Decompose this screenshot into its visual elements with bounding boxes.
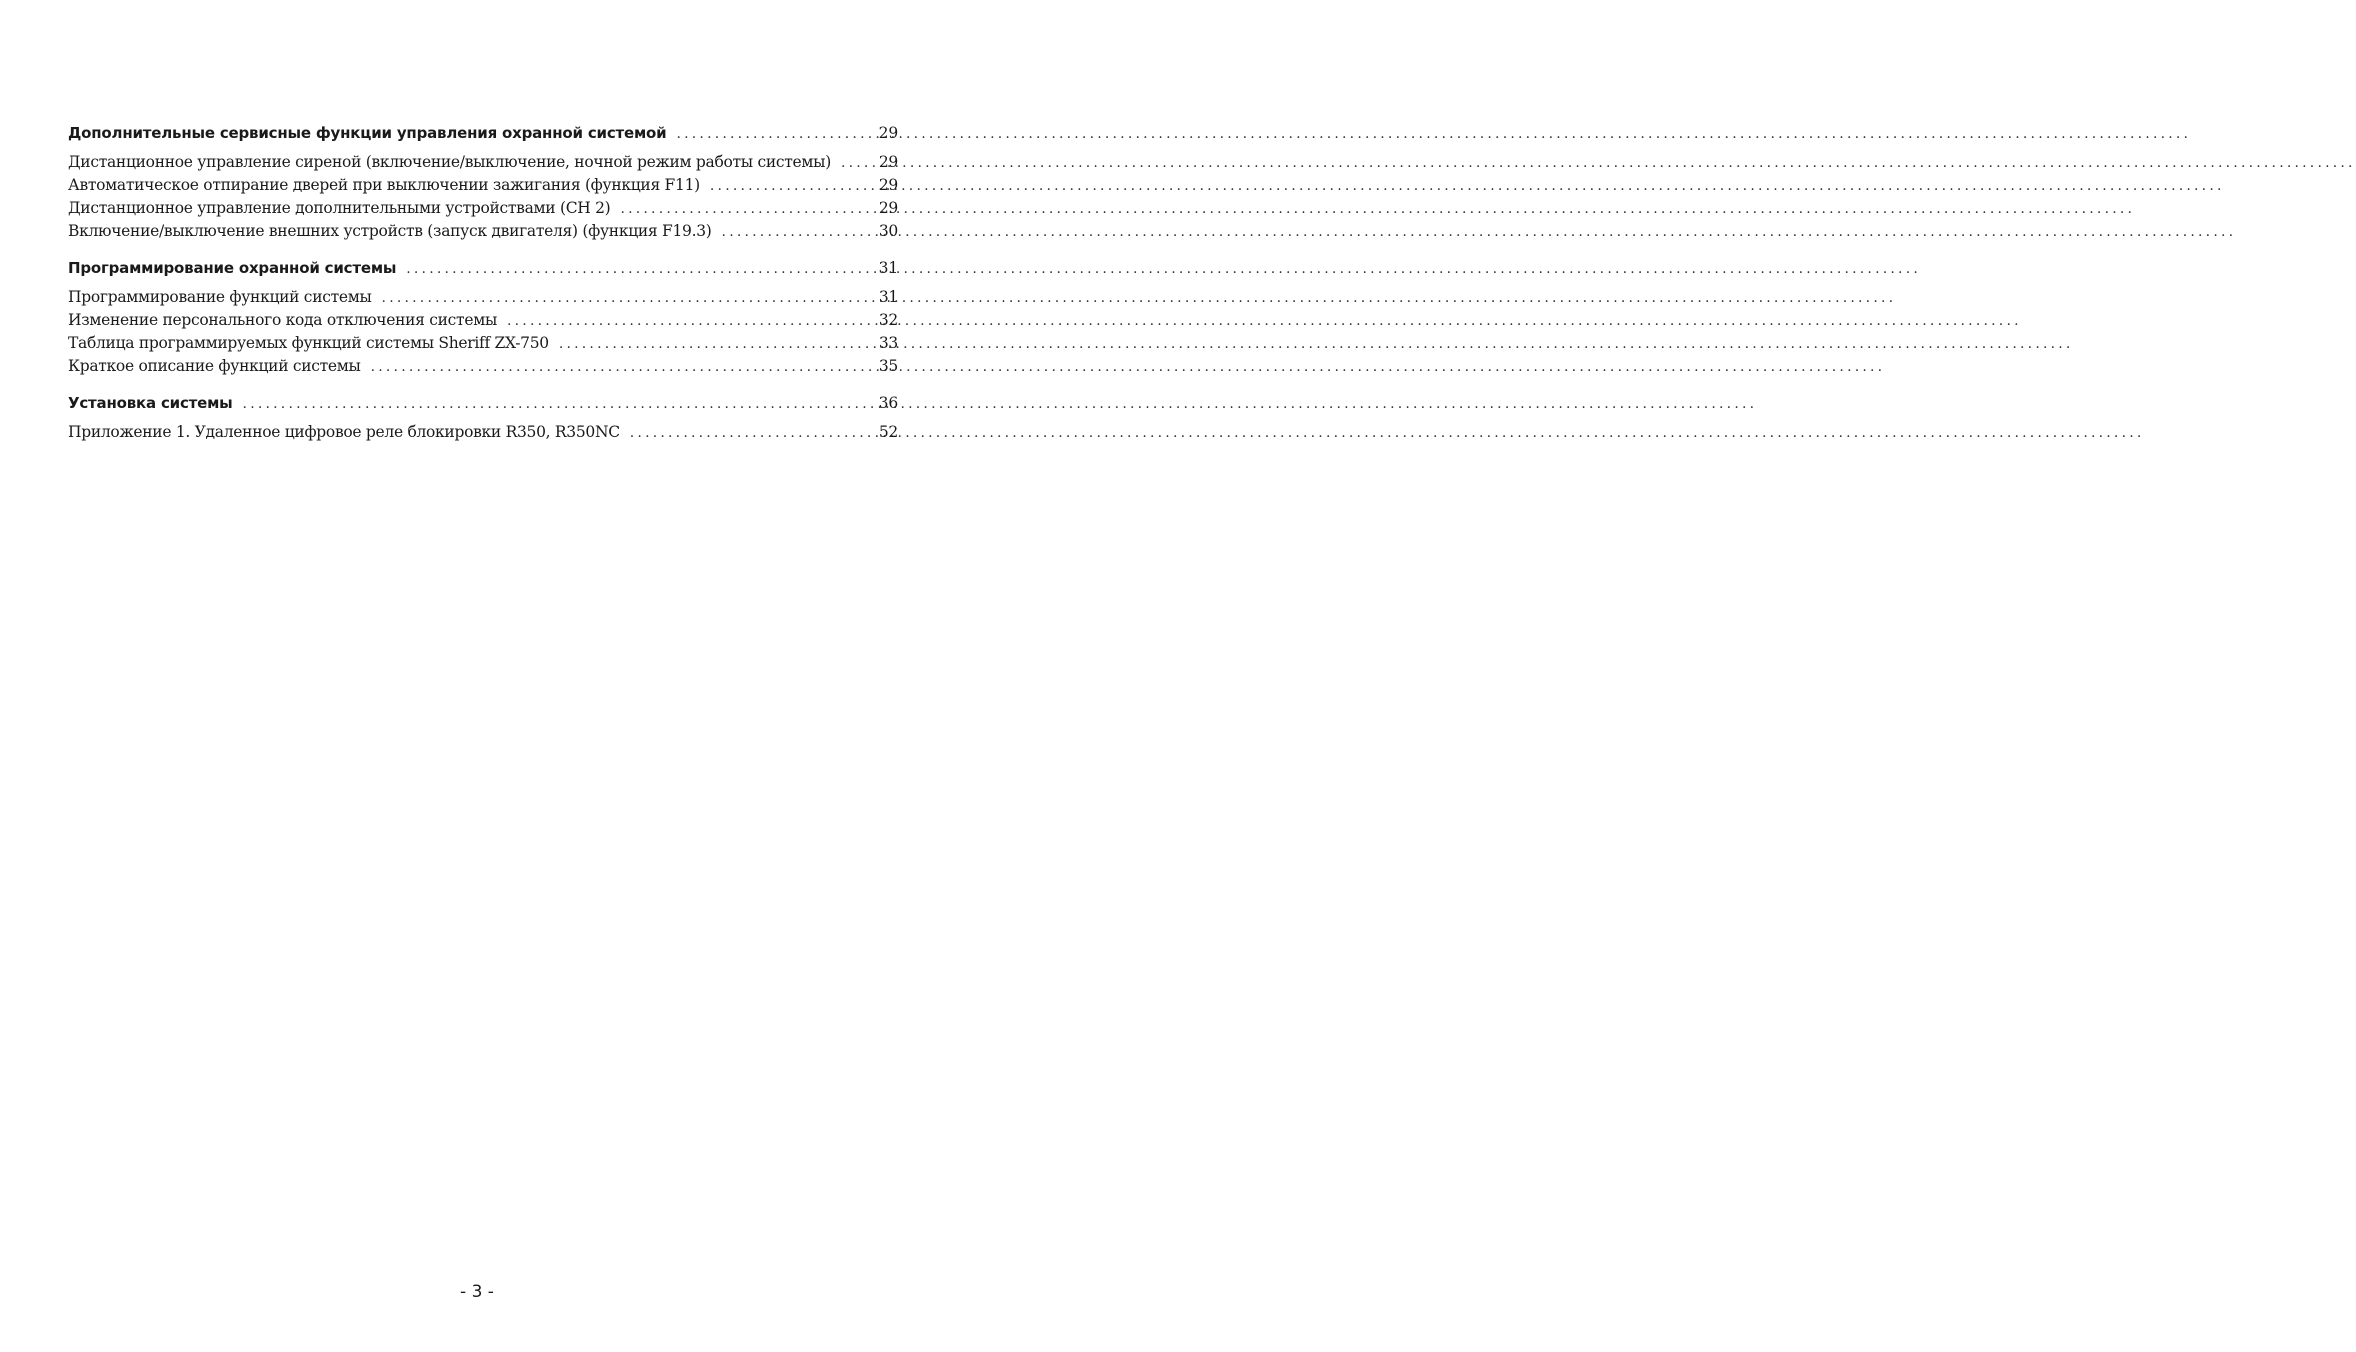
toc-heading-title: Дополнительные сервисные функции управления охранной системой	[68, 124, 667, 142]
toc-page-number: 29	[878, 199, 898, 217]
page-number: - 3 -	[460, 1282, 494, 1302]
toc-heading[interactable]	[68, 257, 898, 280]
toc-entry[interactable]	[68, 220, 898, 243]
dot-leader	[620, 198, 876, 221]
dot-leader	[630, 422, 877, 445]
toc-entry[interactable]	[68, 174, 898, 197]
dot-leader	[371, 356, 877, 379]
toc-page-number: 31	[878, 259, 898, 277]
toc-entry-title: Автоматическое отпирание дверей при выключении зажигания (функция F11)	[68, 176, 700, 194]
dot-leader	[406, 258, 876, 281]
toc-entry[interactable]	[68, 332, 898, 355]
toc-heading[interactable]	[68, 392, 898, 415]
toc-page-number: 29	[878, 124, 898, 142]
dot-leader	[841, 152, 877, 175]
toc-entry-title: Краткое описание функций системы	[68, 357, 361, 375]
toc-entry[interactable]	[68, 197, 898, 220]
toc-entry-title: Включение/выключение внешних устройств (запуск двигателя) (функция F19.3)	[68, 222, 712, 240]
toc-entry[interactable]	[68, 151, 898, 174]
toc-entry-title: Изменение персонального кода отключения системы	[68, 311, 497, 329]
toc-page-number: 33	[878, 334, 898, 352]
toc-page-number: 36	[878, 394, 898, 412]
toc-entry[interactable]	[68, 286, 898, 309]
dot-leader	[243, 393, 877, 416]
toc-page-number: 32	[878, 311, 898, 329]
toc-heading-title: Программирование охранной системы	[68, 259, 397, 277]
dot-leader	[722, 221, 877, 244]
toc-entry-title: Таблица программируемых функций системы Sheriff ZX-750	[68, 334, 549, 352]
toc-entry[interactable]	[68, 421, 898, 444]
toc-heading-title: Установка системы	[68, 394, 233, 412]
toc-page-number: 29	[878, 153, 898, 171]
toc-section-service-functions	[68, 122, 898, 243]
toc-heading[interactable]	[68, 122, 898, 145]
dot-leader	[676, 123, 876, 146]
toc-entry-title: Дистанционное управление дополнительными устройствами (CH 2)	[68, 199, 611, 217]
dot-leader	[382, 287, 877, 310]
dot-leader	[507, 310, 877, 333]
toc-entry-title: Дистанционное управление сиреной (включение/выключение, ночной режим работы системы)	[68, 153, 831, 171]
toc-page-number: 30	[878, 222, 898, 240]
toc-page-number: 35	[878, 357, 898, 375]
toc-entry-title: Программирование функций системы	[68, 288, 372, 306]
dot-leader	[559, 333, 877, 356]
toc-page-number: 31	[878, 288, 898, 306]
toc-section-programming	[68, 257, 898, 378]
toc-entry[interactable]	[68, 355, 898, 378]
toc-page-number: 52	[878, 423, 898, 441]
toc-entry[interactable]	[68, 309, 898, 332]
toc-entry-title: Приложение 1. Удаленное цифровое реле блокировки R350, R350NC	[68, 423, 620, 441]
dot-leader	[710, 175, 877, 198]
toc-page-number: 29	[878, 176, 898, 194]
toc-section-installation	[68, 392, 898, 444]
table-of-contents	[68, 122, 898, 458]
